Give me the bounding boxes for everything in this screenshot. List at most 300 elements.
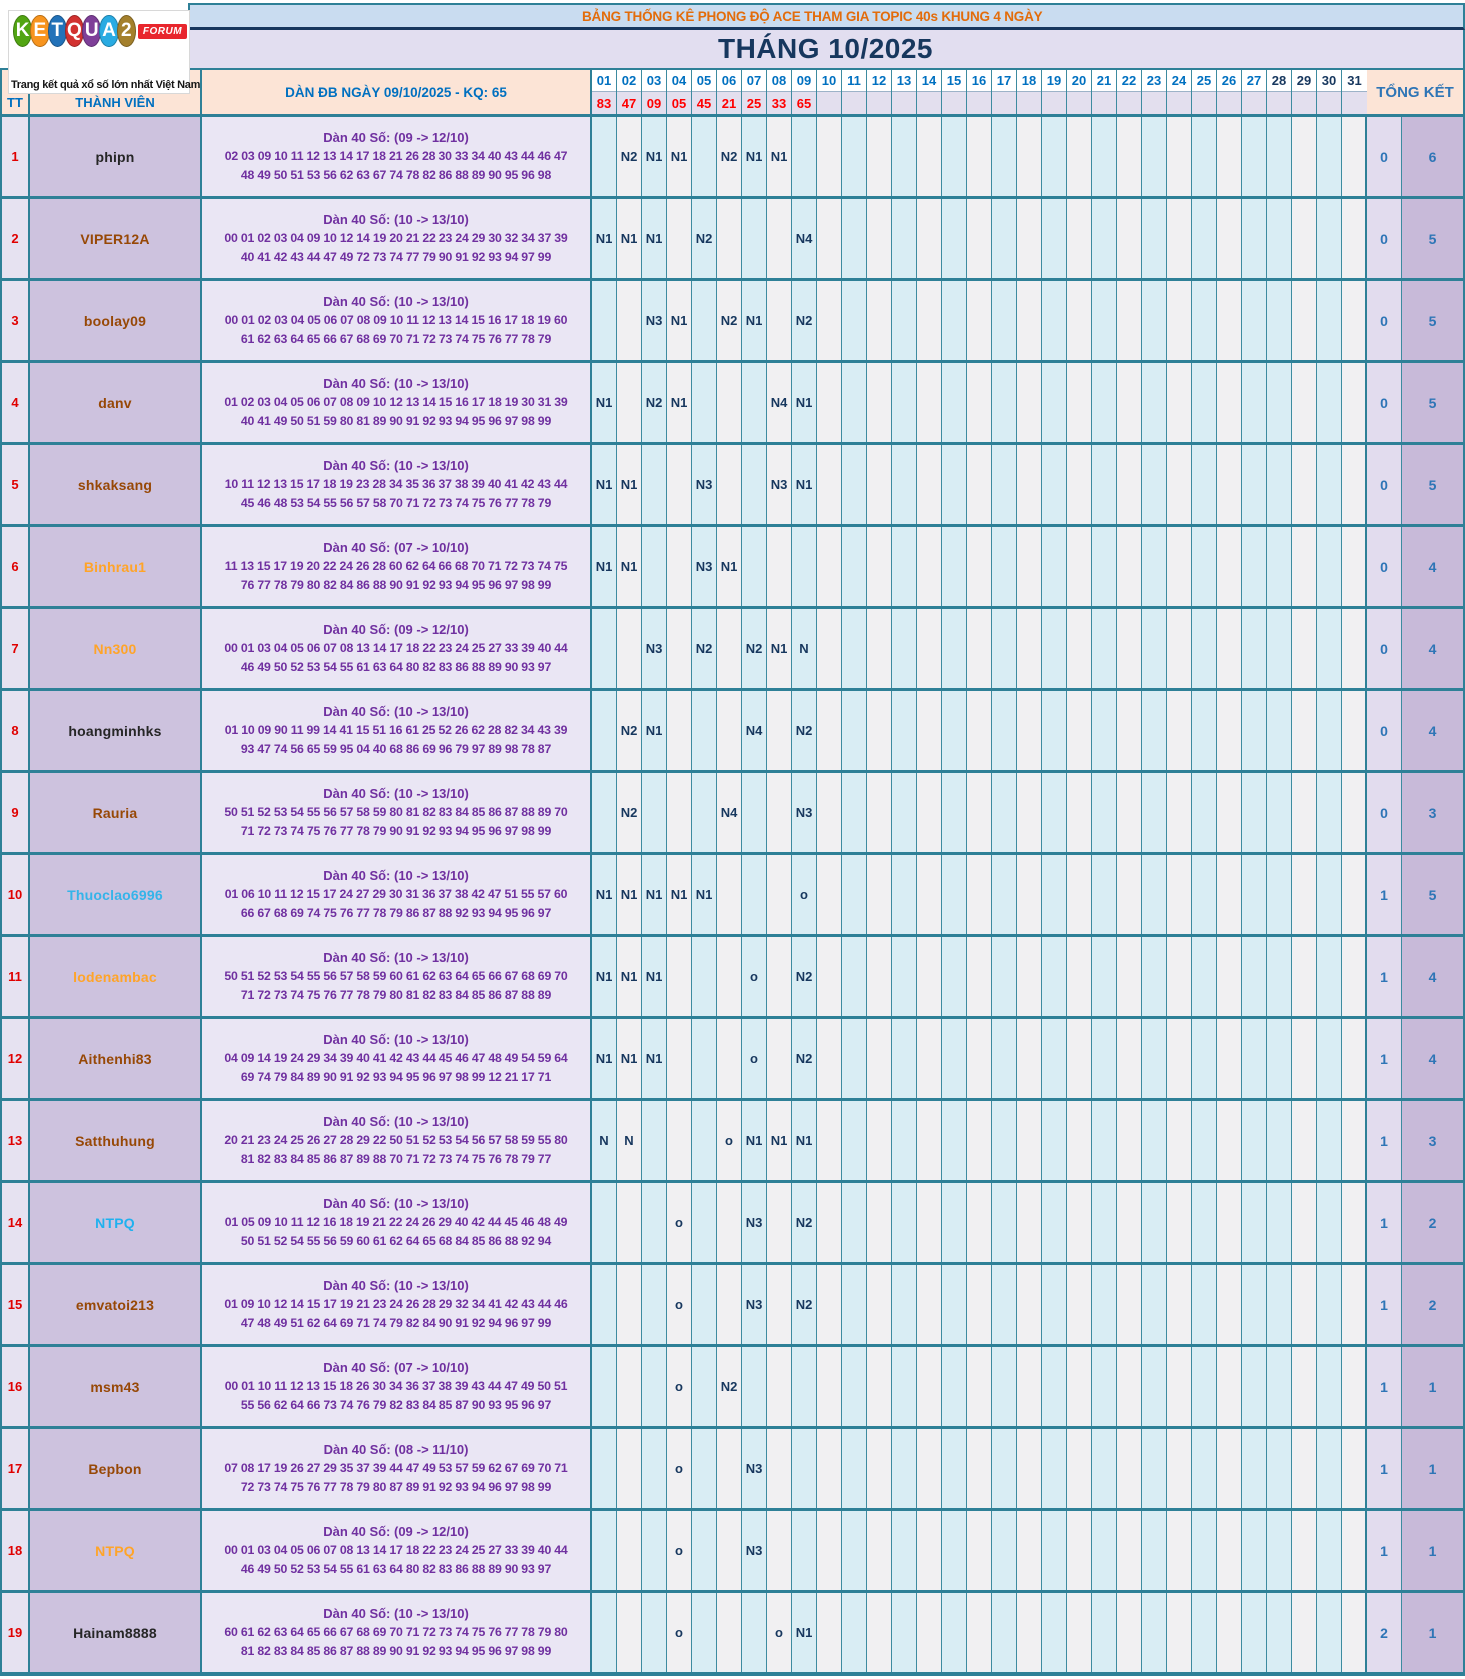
member-row: [2, 1262, 1463, 1344]
dan-numbers-line1: 60 61 62 63 64 65 66 67 68 69 70 71 72 73 74 75 76 77 78 79 80: [224, 1625, 568, 1639]
day-header-18: [1017, 70, 1042, 114]
day-cell-15: [942, 1593, 967, 1672]
day-cell-07: N1: [742, 1101, 767, 1180]
summary-count-2: 6: [1402, 117, 1463, 196]
day-cell-12: [867, 1265, 892, 1344]
dan-numbers-line1: 11 13 15 17 19 20 22 24 26 28 60 62 64 66 68 70 71 72 73 74 75: [224, 559, 568, 573]
day-cell-28: [1267, 773, 1292, 852]
day-cell-29: [1292, 199, 1317, 278]
member-row: [2, 196, 1463, 278]
day-cell-31: [1342, 855, 1367, 934]
dan-title: Dàn 40 Số: (10 -> 13/10): [323, 1278, 469, 1293]
day-cell-07: [742, 1593, 767, 1672]
summary-count-2: 4: [1402, 1019, 1463, 1098]
day-cell-04: [667, 445, 692, 524]
summary-count-1: 0: [1367, 527, 1402, 606]
day-cell-01: [592, 609, 617, 688]
member-row: [2, 442, 1463, 524]
day-cell-21: [1092, 281, 1117, 360]
day-cell-01: [592, 117, 617, 196]
header-member: THÀNH VIÊN: [30, 70, 202, 114]
day-header-30: [1317, 70, 1342, 114]
day-cell-13: [892, 1429, 917, 1508]
day-cell-11: [842, 1593, 867, 1672]
day-cell-16: [967, 117, 992, 196]
day-cell-27: [1242, 1593, 1267, 1672]
day-cell-02: [617, 363, 642, 442]
day-cell-10: [817, 773, 842, 852]
dan-numbers-line1: 01 05 09 10 11 12 16 18 19 21 22 24 26 29 40 42 44 45 46 48 49: [224, 1215, 568, 1229]
day-cell-05: [692, 1511, 717, 1590]
day-cell-05: [692, 937, 717, 1016]
dan-numbers-line1: 50 51 52 53 54 55 56 57 58 59 80 81 82 83 84 85 86 87 88 89 70: [224, 805, 568, 819]
day-cell-27: [1242, 1511, 1267, 1590]
day-cell-08: N3: [767, 445, 792, 524]
day-cell-15: [942, 1265, 967, 1344]
day-number: 17: [992, 70, 1016, 92]
day-cell-03: [642, 1593, 667, 1672]
day-cell-11: [842, 363, 867, 442]
kq-value: 09: [642, 92, 666, 114]
day-cell-30: [1317, 855, 1342, 934]
member-row: [2, 1180, 1463, 1262]
day-cell-18: [1017, 199, 1042, 278]
member-name: boolay09: [30, 281, 202, 360]
day-cell-07: N3: [742, 1183, 767, 1262]
dan-title: Dàn 40 Số: (10 -> 13/10): [323, 294, 469, 309]
summary-count-1: 0: [1367, 773, 1402, 852]
summary-count-2: 2: [1402, 1265, 1463, 1344]
day-cell-06: N1: [717, 527, 742, 606]
day-cell-25: [1192, 855, 1217, 934]
day-cell-20: [1067, 117, 1092, 196]
day-cell-31: [1342, 1019, 1367, 1098]
day-cell-09: N1: [792, 363, 817, 442]
day-cell-15: [942, 609, 967, 688]
day-cell-20: [1067, 1429, 1092, 1508]
day-cell-31: [1342, 1265, 1367, 1344]
day-cell-10: [817, 281, 842, 360]
dan-numbers-line2: 81 82 83 84 85 86 87 89 88 70 71 72 73 74 75 76 78 79 77: [240, 1152, 552, 1166]
day-cell-31: [1342, 363, 1367, 442]
day-cell-02: N1: [617, 937, 642, 1016]
day-cell-26: [1217, 855, 1242, 934]
day-cell-25: [1192, 117, 1217, 196]
day-cell-02: N1: [617, 527, 642, 606]
day-cell-16: [967, 363, 992, 442]
summary-count-1: 0: [1367, 609, 1402, 688]
day-cell-28: [1267, 1593, 1292, 1672]
day-cell-22: [1117, 691, 1142, 770]
day-cell-23: [1142, 117, 1167, 196]
day-cell-03: [642, 1347, 667, 1426]
day-cell-08: [767, 1429, 792, 1508]
day-cell-20: [1067, 1265, 1092, 1344]
day-cell-02: N1: [617, 199, 642, 278]
dan-numbers-line2: 81 82 83 84 85 86 87 88 89 90 91 92 93 94 95 96 97 98 99: [240, 1644, 552, 1658]
dan-numbers-line2: 61 62 63 64 65 66 67 68 69 70 71 72 73 74 75 76 77 78 79: [240, 332, 552, 346]
day-cell-31: [1342, 691, 1367, 770]
day-cell-29: [1292, 773, 1317, 852]
day-cell-31: [1342, 1593, 1367, 1672]
day-cell-07: o: [742, 937, 767, 1016]
day-cell-20: [1067, 1183, 1092, 1262]
day-cell-16: [967, 527, 992, 606]
kq-value: [842, 92, 866, 114]
kq-value: [1167, 92, 1191, 114]
day-cell-08: [767, 199, 792, 278]
day-cell-02: [617, 1183, 642, 1262]
day-cell-29: [1292, 1593, 1317, 1672]
day-header-31: [1342, 70, 1367, 114]
dan-numbers-line1: 02 03 09 10 11 12 13 14 17 18 21 26 28 30 33 34 40 43 44 46 47: [224, 149, 568, 163]
kq-value: [1042, 92, 1066, 114]
day-cell-13: [892, 773, 917, 852]
day-cell-10: [817, 363, 842, 442]
day-cell-28: [1267, 363, 1292, 442]
day-cell-23: [1142, 1101, 1167, 1180]
day-cell-06: [717, 1019, 742, 1098]
day-header-02: [617, 70, 642, 114]
kq-value: [1092, 92, 1116, 114]
day-cell-29: [1292, 609, 1317, 688]
row-index: 14: [2, 1183, 30, 1262]
dan-numbers-line2: 48 49 50 51 53 56 62 63 67 74 78 82 86 88 89 90 95 96 98: [240, 168, 552, 182]
dan-cell: [202, 1019, 592, 1098]
day-cell-07: [742, 773, 767, 852]
day-cell-23: [1142, 1019, 1167, 1098]
day-cell-09: N2: [792, 281, 817, 360]
day-cell-12: [867, 1019, 892, 1098]
summary-count-2: 1: [1402, 1511, 1463, 1590]
day-cell-05: N3: [692, 445, 717, 524]
day-cell-30: [1317, 691, 1342, 770]
day-cell-26: [1217, 445, 1242, 524]
month-title: THÁNG 10/2025: [717, 33, 934, 64]
summary-count-1: 1: [1367, 1183, 1402, 1262]
day-cell-03: [642, 773, 667, 852]
day-cell-26: [1217, 1511, 1242, 1590]
member-row: [2, 278, 1463, 360]
day-cell-20: [1067, 1511, 1092, 1590]
day-cell-05: [692, 1429, 717, 1508]
summary-count-2: 1: [1402, 1347, 1463, 1426]
day-cell-16: [967, 691, 992, 770]
day-cell-09: N2: [792, 937, 817, 1016]
day-cell-06: [717, 1511, 742, 1590]
day-cell-05: [692, 363, 717, 442]
member-row: [2, 1426, 1463, 1508]
day-cell-07: N1: [742, 281, 767, 360]
member-row: [2, 1098, 1463, 1180]
day-cell-19: [1042, 1019, 1067, 1098]
day-cell-15: [942, 281, 967, 360]
day-number: 09: [792, 70, 816, 92]
member-name: Nn300: [30, 609, 202, 688]
member-row: [2, 524, 1463, 606]
day-cell-28: [1267, 199, 1292, 278]
day-cell-16: [967, 937, 992, 1016]
dan-title: Dàn 40 Số: (09 -> 12/10): [323, 130, 469, 145]
day-cell-18: [1017, 1511, 1042, 1590]
dan-numbers-line2: 46 49 50 52 53 54 55 61 63 64 80 82 83 86 88 89 90 93 97: [240, 1562, 552, 1576]
day-cell-23: [1142, 199, 1167, 278]
member-name: hoangminhks: [30, 691, 202, 770]
day-cell-25: [1192, 609, 1217, 688]
day-cell-29: [1292, 1429, 1317, 1508]
day-cell-24: [1167, 1347, 1192, 1426]
member-name: emvatoi213: [30, 1265, 202, 1344]
day-cell-06: N2: [717, 117, 742, 196]
day-cell-18: [1017, 363, 1042, 442]
summary-count-2: 1: [1402, 1429, 1463, 1508]
member-row: [2, 934, 1463, 1016]
day-cell-22: [1117, 445, 1142, 524]
summary-count-2: 5: [1402, 199, 1463, 278]
member-row: [2, 1344, 1463, 1426]
day-header-16: [967, 70, 992, 114]
day-cell-02: N1: [617, 1019, 642, 1098]
day-cell-18: [1017, 1429, 1042, 1508]
day-cell-18: [1017, 855, 1042, 934]
day-cell-06: o: [717, 1101, 742, 1180]
day-cell-21: [1092, 1593, 1117, 1672]
day-cell-25: [1192, 281, 1217, 360]
day-cell-28: [1267, 1019, 1292, 1098]
day-cell-04: N1: [667, 363, 692, 442]
month-title-bar: [188, 30, 1465, 68]
summary-count-1: 1: [1367, 1019, 1402, 1098]
day-header-29: [1292, 70, 1317, 114]
summary-count-2: 5: [1402, 855, 1463, 934]
day-cell-05: N1: [692, 855, 717, 934]
site-logo[interactable]: [8, 10, 201, 94]
day-cell-19: [1042, 281, 1067, 360]
day-cell-14: [917, 1347, 942, 1426]
day-cell-21: [1092, 855, 1117, 934]
day-cell-19: [1042, 363, 1067, 442]
day-cell-10: [817, 691, 842, 770]
day-cell-13: [892, 691, 917, 770]
day-cell-06: [717, 199, 742, 278]
day-cell-29: [1292, 1183, 1317, 1262]
day-header-28: [1267, 70, 1292, 114]
day-cell-07: N2: [742, 609, 767, 688]
day-cell-26: [1217, 1101, 1242, 1180]
dan-cell: [202, 1183, 592, 1262]
day-cell-31: [1342, 773, 1367, 852]
day-cell-27: [1242, 609, 1267, 688]
dan-numbers-line1: 04 09 14 19 24 29 34 39 40 41 42 43 44 45 46 47 48 49 54 59 64: [224, 1051, 568, 1065]
summary-count-2: 4: [1402, 691, 1463, 770]
day-cell-16: [967, 1429, 992, 1508]
day-number: 30: [1317, 70, 1341, 92]
dan-numbers-line2: 47 48 49 51 62 64 69 71 74 79 82 84 90 91 92 94 96 97 99: [240, 1316, 552, 1330]
day-cell-25: [1192, 691, 1217, 770]
day-cell-17: [992, 773, 1017, 852]
day-cell-13: [892, 1265, 917, 1344]
day-cell-31: [1342, 117, 1367, 196]
member-row: [2, 852, 1463, 934]
day-cell-08: [767, 937, 792, 1016]
dan-title: Dàn 40 Số: (08 -> 11/10): [323, 1442, 469, 1457]
row-index: 15: [2, 1265, 30, 1344]
day-number: 25: [1192, 70, 1216, 92]
day-cell-04: o: [667, 1265, 692, 1344]
dan-cell: [202, 1265, 592, 1344]
day-header-20: [1067, 70, 1092, 114]
kq-value: [1292, 92, 1316, 114]
day-cell-10: [817, 1265, 842, 1344]
day-cell-30: [1317, 117, 1342, 196]
day-header-21: [1092, 70, 1117, 114]
row-index: 1: [2, 117, 30, 196]
day-cell-29: [1292, 691, 1317, 770]
summary-count-1: 0: [1367, 281, 1402, 360]
day-cell-16: [967, 445, 992, 524]
summary-count-1: 0: [1367, 691, 1402, 770]
day-cell-15: [942, 363, 967, 442]
day-cell-30: [1317, 773, 1342, 852]
day-cell-11: [842, 1183, 867, 1262]
day-cell-19: [1042, 1101, 1067, 1180]
day-number: 24: [1167, 70, 1191, 92]
day-cell-09: N2: [792, 691, 817, 770]
dan-numbers-line1: 10 11 12 13 15 17 18 19 23 28 34 35 36 37 38 39 40 41 42 43 44: [224, 477, 568, 491]
day-cell-21: [1092, 1101, 1117, 1180]
member-name: Bepbon: [30, 1429, 202, 1508]
kq-value: [867, 92, 891, 114]
day-cell-20: [1067, 855, 1092, 934]
day-cell-12: [867, 199, 892, 278]
day-header-07: [742, 70, 767, 114]
day-cell-03: [642, 527, 667, 606]
day-cell-05: [692, 281, 717, 360]
dan-cell: [202, 1101, 592, 1180]
day-cell-26: [1217, 363, 1242, 442]
day-cell-22: [1117, 363, 1142, 442]
day-cell-08: N4: [767, 363, 792, 442]
day-cell-09: N1: [792, 445, 817, 524]
day-cell-28: [1267, 527, 1292, 606]
day-cell-05: N2: [692, 609, 717, 688]
day-cell-19: [1042, 1183, 1067, 1262]
day-cell-22: [1117, 1183, 1142, 1262]
kq-value: 47: [617, 92, 641, 114]
day-cell-26: [1217, 1347, 1242, 1426]
day-cell-06: [717, 937, 742, 1016]
day-cell-15: [942, 445, 967, 524]
day-cell-24: [1167, 199, 1192, 278]
day-cell-10: [817, 855, 842, 934]
day-number: 16: [967, 70, 991, 92]
day-cell-21: [1092, 609, 1117, 688]
dan-numbers-line2: 55 56 62 64 66 73 74 76 79 82 83 84 85 87 90 93 95 96 97: [240, 1398, 552, 1412]
day-cell-23: [1142, 445, 1167, 524]
day-header-06: [717, 70, 742, 114]
day-cell-18: [1017, 1101, 1042, 1180]
dan-title: Dàn 40 Số: (10 -> 13/10): [323, 868, 469, 883]
logo-letter: 2: [117, 15, 136, 47]
day-cell-11: [842, 527, 867, 606]
day-cell-24: [1167, 1265, 1192, 1344]
kq-value: [1142, 92, 1166, 114]
day-cell-26: [1217, 1183, 1242, 1262]
day-cell-03: N3: [642, 609, 667, 688]
day-cell-30: [1317, 609, 1342, 688]
row-index: 18: [2, 1511, 30, 1590]
row-index: 16: [2, 1347, 30, 1426]
day-cell-19: [1042, 199, 1067, 278]
day-header-23: [1142, 70, 1167, 114]
summary-count-1: 1: [1367, 1101, 1402, 1180]
stats-table: [0, 68, 1465, 1676]
day-cell-23: [1142, 1511, 1167, 1590]
day-cell-30: [1317, 1265, 1342, 1344]
day-cell-16: [967, 281, 992, 360]
day-cell-03: N1: [642, 1019, 667, 1098]
header-tt: TT: [2, 70, 30, 114]
dan-cell: [202, 855, 592, 934]
row-index: 19: [2, 1593, 30, 1672]
day-cell-21: [1092, 445, 1117, 524]
day-cell-23: [1142, 1593, 1167, 1672]
logo-letter: Q: [65, 15, 84, 47]
day-cell-23: [1142, 363, 1167, 442]
day-cell-30: [1317, 281, 1342, 360]
day-cell-01: N1: [592, 937, 617, 1016]
row-index: 5: [2, 445, 30, 524]
day-cell-30: [1317, 199, 1342, 278]
day-cell-12: [867, 1511, 892, 1590]
day-cell-08: [767, 773, 792, 852]
day-cell-23: [1142, 1347, 1167, 1426]
day-number: 18: [1017, 70, 1041, 92]
day-cell-24: [1167, 691, 1192, 770]
day-cell-04: [667, 773, 692, 852]
day-cell-08: [767, 691, 792, 770]
day-cell-20: [1067, 1101, 1092, 1180]
day-cell-12: [867, 1429, 892, 1508]
day-cell-02: [617, 609, 642, 688]
day-cell-01: [592, 773, 617, 852]
day-cell-15: [942, 1511, 967, 1590]
day-cell-04: N1: [667, 855, 692, 934]
day-cell-07: N3: [742, 1265, 767, 1344]
day-cell-19: [1042, 527, 1067, 606]
day-number: 26: [1217, 70, 1241, 92]
member-name: Satthuhung: [30, 1101, 202, 1180]
dan-title: Dàn 40 Số: (09 -> 12/10): [323, 1524, 469, 1539]
kq-value: [1317, 92, 1341, 114]
day-cell-22: [1117, 1101, 1142, 1180]
day-header-13: [892, 70, 917, 114]
day-cell-19: [1042, 937, 1067, 1016]
day-number: 31: [1342, 70, 1367, 92]
day-cell-17: [992, 1593, 1017, 1672]
day-cell-07: [742, 527, 767, 606]
dan-numbers-line2: 69 74 79 84 89 90 91 92 93 94 95 96 97 98 99 12 21 17 71: [240, 1070, 552, 1084]
day-cell-17: [992, 1511, 1017, 1590]
day-cell-25: [1192, 445, 1217, 524]
day-cell-27: [1242, 937, 1267, 1016]
dan-cell: [202, 1511, 592, 1590]
day-cell-14: [917, 363, 942, 442]
day-cell-28: [1267, 691, 1292, 770]
member-name: Hainam8888: [30, 1593, 202, 1672]
day-cell-18: [1017, 1265, 1042, 1344]
day-cell-04: o: [667, 1511, 692, 1590]
